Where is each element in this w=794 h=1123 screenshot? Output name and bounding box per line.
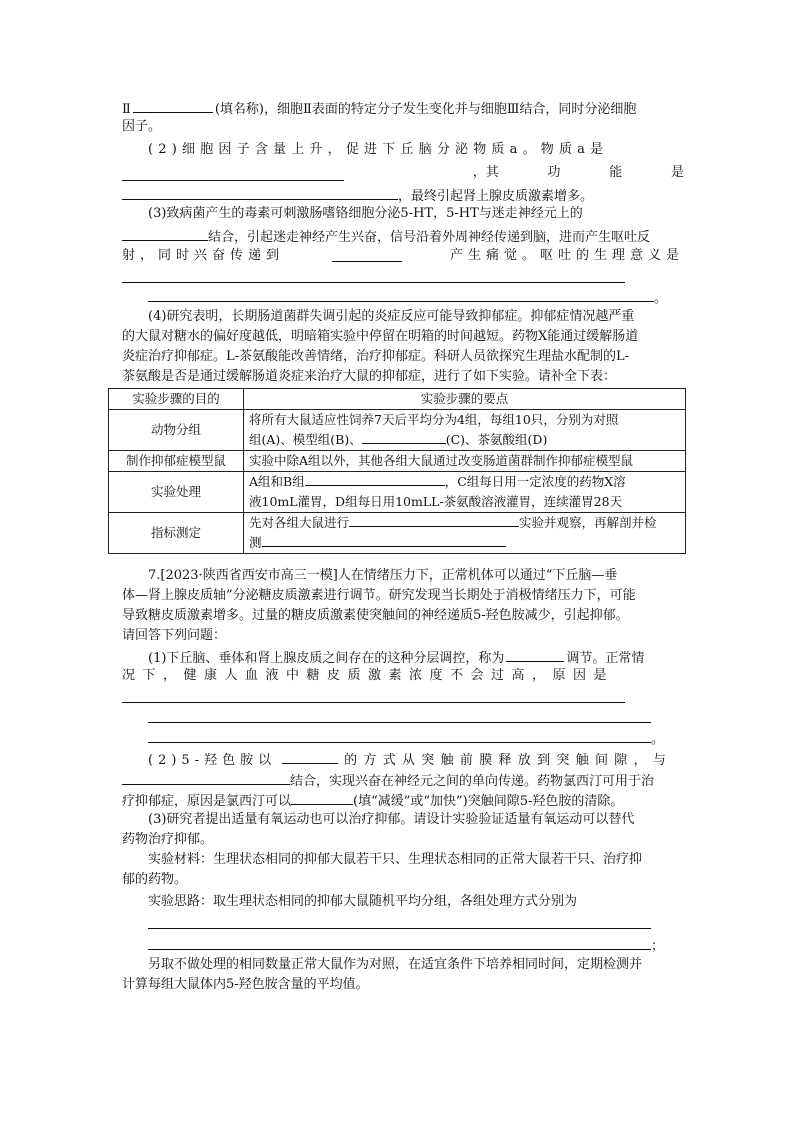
- q6-part2-line-2: ，其 功 能 是: [122, 165, 684, 181]
- table-cell-purpose: 实验处理: [109, 472, 244, 513]
- q7-part2-line-2: 结合，实现兴奋在神经元之间的单向传递。药物氯西汀可用于治: [122, 771, 654, 790]
- table-cell-steps: 先对各组大鼠进行 实验并观察，再解剖并检 测: [244, 513, 686, 554]
- table-row: [109, 410, 686, 451]
- q7-idea-line-1: 实验思路：取生理状态相同的抑郁大鼠随机平均分组，各组处理方式分别为: [148, 894, 578, 909]
- q7-part3-line-1: (3)研究者提出适量有氧运动也可以治疗抑郁。请设计实验验证适量有氧运动可以替代: [148, 812, 635, 827]
- table-row: [109, 513, 686, 554]
- experiment-table: [108, 388, 686, 554]
- q6-part4-line-4: 茶氨酸是否是通过缓解肠道炎症来治疗大鼠的抑郁症，进行了如下实验。请补全下表：: [122, 369, 617, 384]
- q6-part3-line-5: 。: [148, 288, 667, 307]
- table-cell-steps: A组和B组 ，C组每日用一定浓度的药物X溶 液10mL灌胃，D组每日用10mLL-茶氨酸溶液灌胃，连续灌胃28天: [244, 472, 686, 513]
- q7-idea-line-3: ；: [148, 936, 664, 955]
- answer-blank[interactable]: [148, 936, 651, 950]
- answer-blank[interactable]: [349, 513, 519, 527]
- answer-blank[interactable]: [282, 750, 338, 764]
- table-cell-steps: 将所有大鼠适应性饲养7天后平均分为4组，每组10只，分别为对照 组(A)、模型组(B)、 (C)、茶氨酸组(D): [244, 410, 686, 451]
- q7-part1-line-5: 。: [148, 729, 664, 748]
- answer-blank[interactable]: [122, 186, 398, 200]
- answer-blank[interactable]: [148, 729, 651, 743]
- q6-part4-line-2: 的大鼠对糖水的偏好度越低，明暗箱实验中停留在明箱的时间越短。药物X能通过缓解肠道: [122, 329, 639, 344]
- q7-idea-line-2: [148, 915, 651, 934]
- answer-blank[interactable]: [291, 791, 353, 805]
- table-cell-purpose: 指标测定: [109, 513, 244, 554]
- answer-blank[interactable]: [362, 430, 446, 444]
- answer-blank[interactable]: [122, 167, 344, 181]
- q6-part3-line-4: [122, 269, 625, 288]
- q7-part1-line-4: [148, 709, 651, 728]
- answer-blank[interactable]: [506, 648, 564, 662]
- q7-materials-line-1: 实验材料：生理状态相同的抑郁大鼠若干只、生理状态相同的正常大鼠若干只、治疗抑: [148, 852, 643, 867]
- answer-blank[interactable]: [122, 269, 625, 283]
- answer-blank[interactable]: [148, 709, 651, 723]
- q6-part2-line-3: ，最终引起肾上腺皮质激素增多。: [122, 186, 593, 205]
- table-header-row: [109, 389, 686, 410]
- q7-line-2: 体—肾上腺皮质轴”分泌糖皮质激素进行调节。研究发现当长期处于消极情绪压力下，可能: [122, 588, 636, 603]
- answer-blank[interactable]: [122, 689, 625, 703]
- q6-part3-line-3: 射，同时兴奋传递到 产生痛觉。呕吐的生理意义是: [122, 248, 684, 263]
- q7-part2-line-3: 疗抑郁症，原因是氯西汀可以 (填“减缓”或“加快”)突触间隙5-羟色胺的清除。: [122, 791, 623, 810]
- q6-part4-line-3: 炎症治疗抑郁症。L-茶氨酸能改善情绪，治疗抑郁症。科研人员欲探究生理盐水配制的L-: [122, 349, 630, 364]
- q7-last-line-2: 计算每组大鼠体内5-羟色胺含量的平均值。: [122, 977, 369, 992]
- q7-part2-line-1: (2)5-羟色胺以 的方式从突触前膜释放到突触间隙，与: [148, 750, 684, 769]
- q6-part2-line-1: (2)细胞因子含量上升，促进下丘脑分泌物质a。物质a是: [148, 142, 609, 157]
- table-cell-purpose: 动物分组: [109, 410, 244, 451]
- q7-part1-line-3: [122, 689, 625, 708]
- q7-line-4: 请回答下列问题：: [122, 628, 227, 643]
- q7-part1-line-2: 况下，健康人血液中糖皮质激素浓度不会过高，原因是: [122, 668, 615, 683]
- table-cell-purpose: 制作抑郁症模型鼠: [109, 451, 244, 472]
- q6-part3-line-2: 结合，引起迷走神经产生兴奋，信号沿着外周神经传递到脑，进而产生呕吐反: [122, 227, 650, 246]
- q6-part4-line-1: (4)研究表明，长期肠道菌群失调引起的炎症反应可能导致抑郁症。抑郁症情况越严重: [148, 309, 635, 324]
- table-header-cell: 实验步骤的目的: [109, 389, 244, 410]
- q7-last-line-1: 另取不做处理的相同数量正常大鼠作为对照，在适宜条件下培养相同时间，定期检测并: [148, 957, 643, 972]
- q7-materials-line-2: 郁的药物。: [122, 872, 188, 887]
- q7-part1-line-1: (1)下丘脑、垂体和肾上腺皮质之间存在的这种分层调控，称为 调节。正常情: [148, 648, 644, 667]
- table-cell-steps: 实验中除A组以外，其他各组大鼠通过改变肠道菌群制作抑郁症模型鼠: [244, 451, 686, 472]
- answer-blank[interactable]: [122, 227, 208, 241]
- q6-line-1: Ⅱ (填名称)，细胞Ⅱ表面的特定分子发生变化并与细胞Ⅲ结合，同时分泌细胞: [122, 99, 636, 118]
- answer-blank[interactable]: [122, 771, 290, 785]
- q7-line-3: 导致糖皮质激素增多。过量的糖皮质激素使突触间的神经递质5-羟色胺减少，引起抑郁。: [122, 608, 629, 623]
- q7-line-1: 7.[2023·陕西省西安市高三一模]人在情绪压力下，正常机体可以通过“下丘脑—垂: [148, 568, 618, 583]
- table-header-cell: 实验步骤的要点: [244, 389, 686, 410]
- answer-blank[interactable]: [262, 533, 506, 547]
- answer-blank[interactable]: [148, 288, 654, 302]
- q6-line-2: 因子。: [122, 119, 162, 134]
- table-row: [109, 472, 686, 513]
- answer-blank[interactable]: [148, 915, 651, 929]
- q6-part3-line-1: (3)致病菌产生的毒素可刺激肠嗜铬细胞分泌5-HT，5-HT与迷走神经元上的: [148, 206, 583, 221]
- q7-part3-line-2: 药物治疗抑郁。: [122, 832, 214, 847]
- answer-blank[interactable]: [332, 248, 402, 262]
- table-row: [109, 451, 686, 472]
- answer-blank[interactable]: [133, 99, 213, 113]
- answer-blank[interactable]: [305, 472, 445, 486]
